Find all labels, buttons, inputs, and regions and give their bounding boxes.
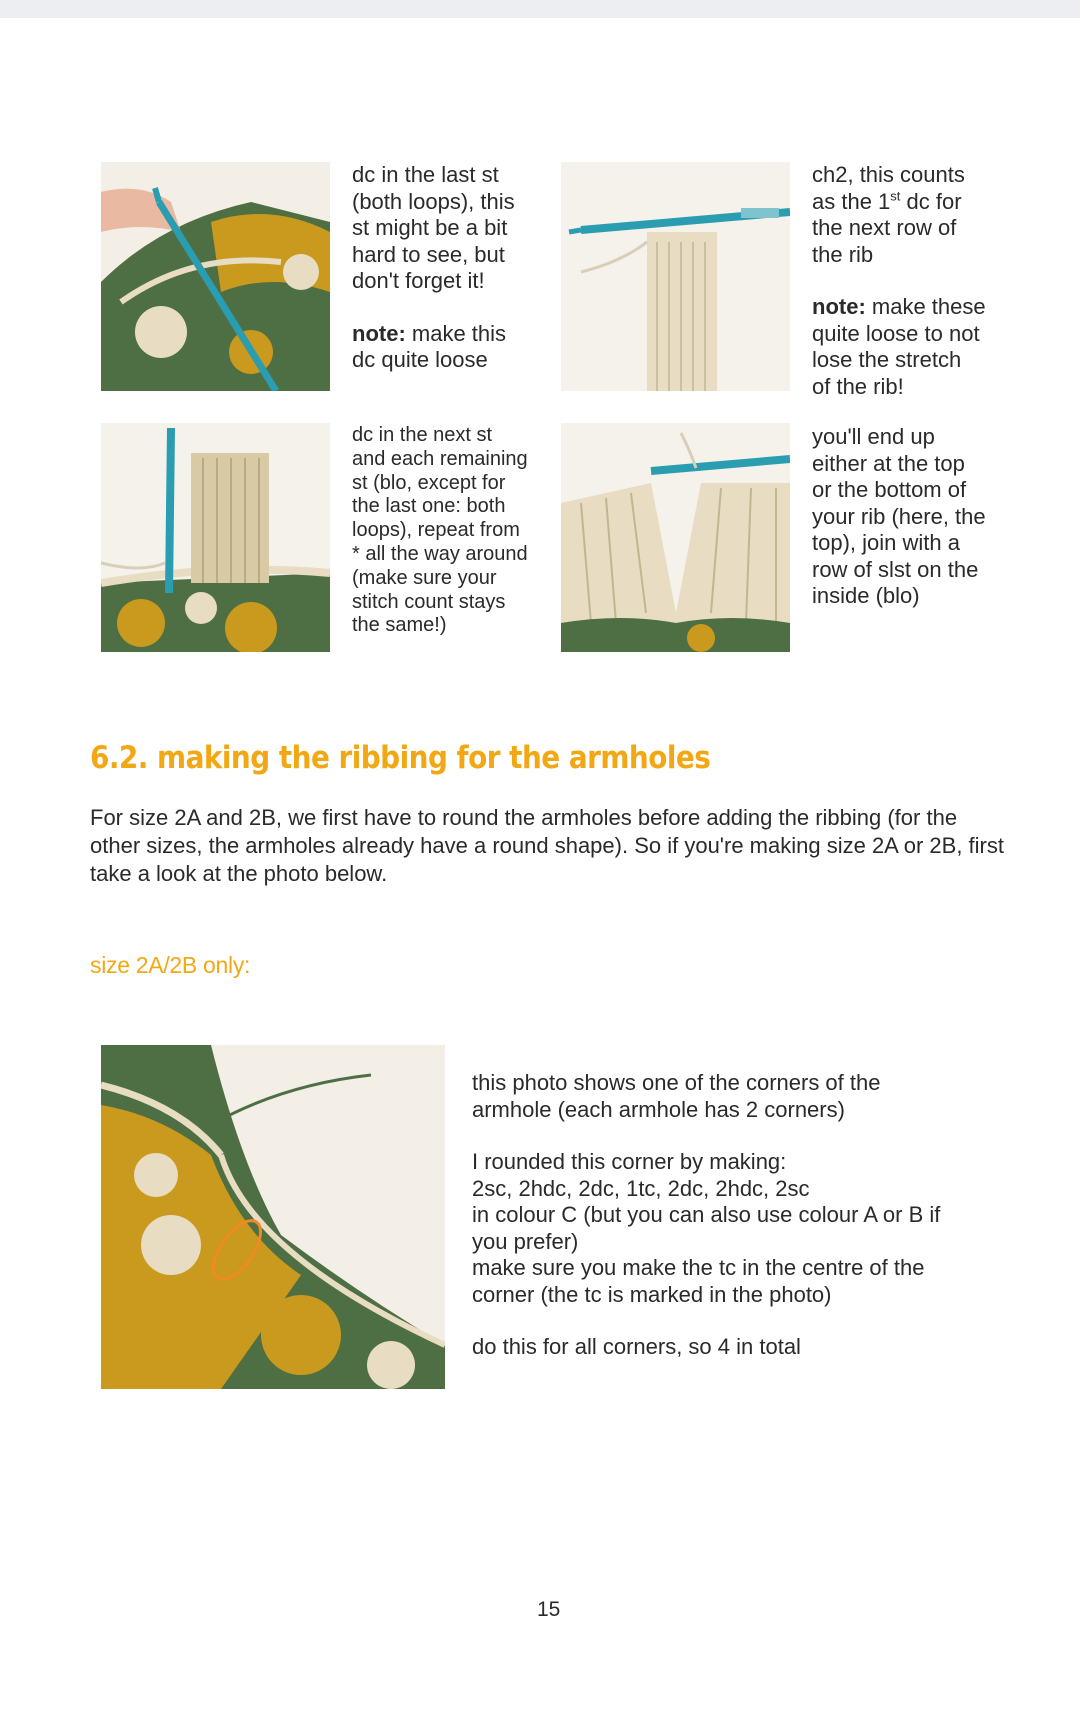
corner-line-1: this photo shows one of the corners of the armhole (each armhole has 2 corners)	[472, 1070, 881, 1122]
photo-step-3	[101, 423, 330, 652]
page-number: 15	[537, 1598, 561, 1621]
corner-line-3: do this for all corners, so 4 in total	[472, 1334, 801, 1359]
step-2-text-sup: st	[890, 188, 901, 204]
photo-step-4	[561, 423, 790, 652]
section-heading: 6.2. making the ribbing for the armholes	[90, 740, 711, 776]
step-4-text: you'll end up either at the top or the bottom of your rib (here, the top), join with a row of slst on the inside (blo)	[812, 424, 986, 608]
section-paragraph: For size 2A and 2B, we first have to round the armholes before adding the ribbing (for the other sizes, the armholes already have a round shape). So if you're making size 2A or 2B, first take a look at the photo below.	[90, 805, 1004, 886]
photo-armhole-corner	[101, 1045, 445, 1389]
step-2-note-label: note:	[812, 294, 866, 319]
step-1-note-label: note:	[352, 320, 406, 346]
step-1-text: dc in the last st (both loops), this st might be a bit hard to see, but don't forget it!	[352, 162, 515, 293]
viewer-top-bar	[0, 0, 1080, 18]
size-subheading: size 2A/2B only:	[90, 952, 251, 978]
step-3-caption	[352, 424, 562, 638]
corner-line-2: I rounded this corner by making: 2sc, 2hdc, 2dc, 1tc, 2dc, 2hdc, 2sc in colour C (but you can also use colour A or B if you prefer) make sure you make the tc in the centre of the corner (the tc is marked in the photo)	[472, 1149, 941, 1307]
step-1-caption	[352, 162, 562, 374]
step-2-note-text: make these quite loose to not lose the stretch of the rib!	[812, 294, 986, 399]
step-1-note-text: make this dc quite loose	[352, 320, 507, 372]
step-2-text-b: dc for the next row of the rib	[812, 188, 962, 267]
step-4-caption	[812, 424, 1027, 610]
photo-step-2	[561, 162, 790, 391]
corner-caption	[472, 1070, 1012, 1361]
step-3-text: dc in the next st and each remaining st (blo, except for the last one: both loops), repeat from * all the way around (make sure your stitch count stays the same!)	[352, 424, 528, 637]
step-2-text-a: ch2, this counts as the 1	[812, 162, 965, 214]
photo-step-1	[101, 162, 330, 391]
step-2-caption	[812, 162, 1027, 400]
